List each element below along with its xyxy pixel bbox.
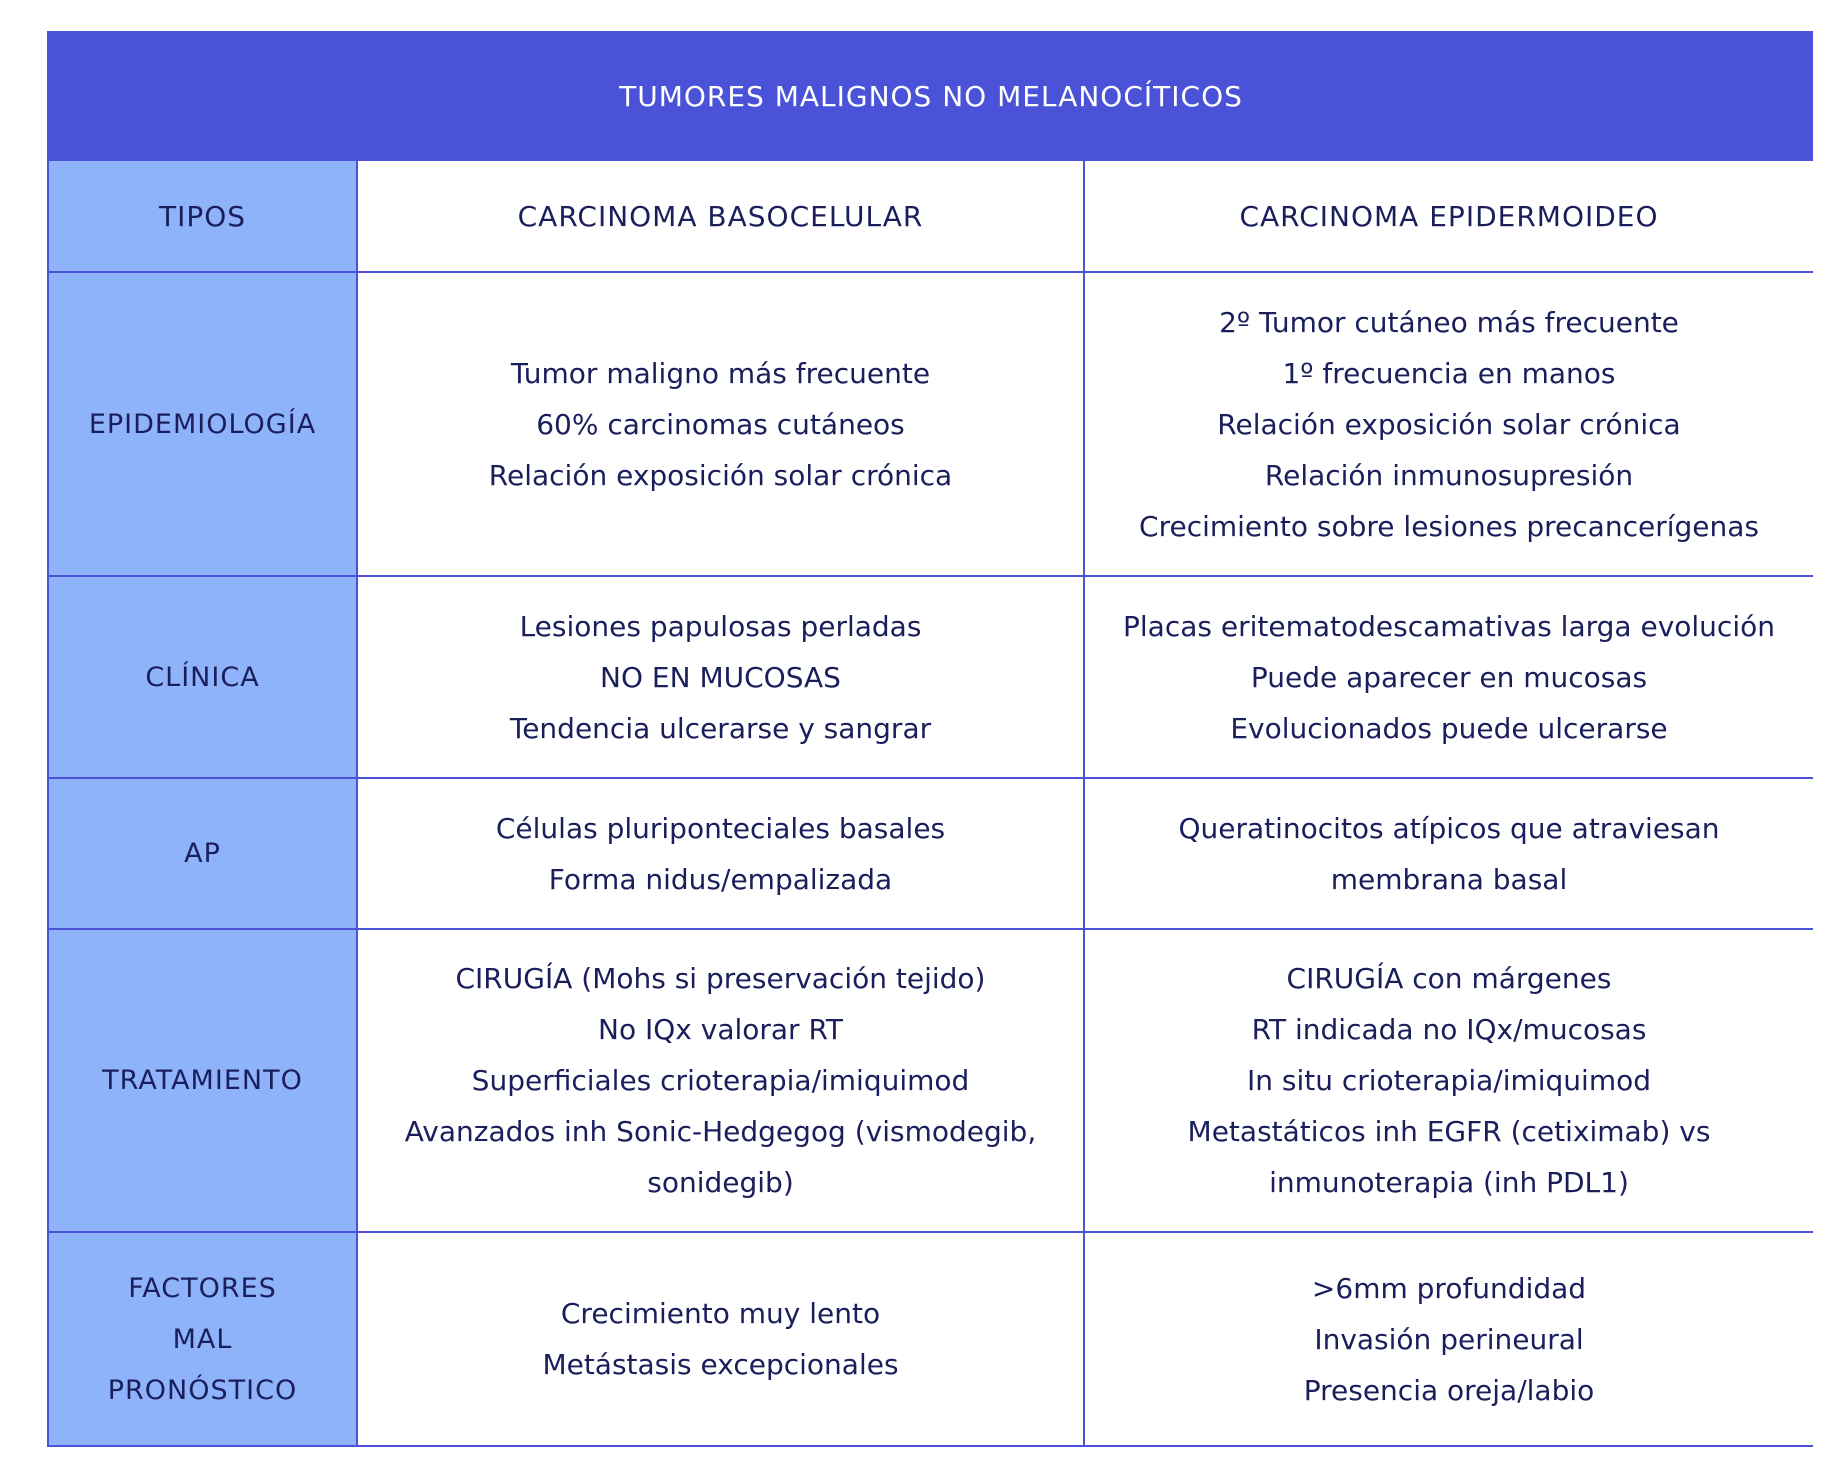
row-label-tratamiento (49, 928, 356, 1231)
epidemiologia-epidermoideo (1085, 271, 1813, 575)
cell-line: NO EN MUCOSAS (600, 660, 841, 694)
header-col1-cell (356, 159, 1085, 271)
header-col2-cell (1085, 159, 1813, 271)
row-label-line: TRATAMIENTO (102, 1065, 303, 1096)
cell-line: Relación exposición solar crónica (1217, 407, 1681, 441)
row-label-line: EPIDEMIOLOGÍA (88, 408, 317, 440)
cell-line: inmunoterapia (inh PDL1) (1269, 1166, 1629, 1199)
cell-line: 1º frecuencia en manos (1282, 356, 1616, 390)
tratamiento-basocelular (356, 928, 1085, 1231)
cell-line: Tendencia ulcerarse y sangrar (509, 711, 932, 745)
row-label-ap (49, 777, 356, 928)
header-label: TIPOS (158, 199, 247, 233)
cell-line: Evolucionados puede ulcerarse (1230, 711, 1668, 745)
cell-line: In situ crioterapia/imiquimod (1246, 1064, 1652, 1097)
cell-line: >6mm profundidad (1311, 1271, 1587, 1305)
row-label-factores-mal-pronostico (49, 1231, 356, 1445)
cell-line: Invasión perineural (1314, 1322, 1584, 1356)
cell-line: Tumor maligno más frecuente (510, 356, 931, 390)
cell-line: sonidegib) (647, 1166, 794, 1199)
cell-line: Relación exposición solar crónica (488, 458, 953, 492)
row-label-line: MAL (172, 1323, 233, 1355)
cell-line: Puede aparecer en mucosas (1250, 660, 1648, 694)
ap-basocelular (356, 777, 1085, 928)
cell-line: Superficiales crioterapia/imiquimod (471, 1064, 970, 1097)
cell-line: CIRUGÍA con márgenes (1286, 962, 1612, 995)
cell-line: Relación inmunosupresión (1264, 458, 1634, 492)
pronostico-epidermoideo (1085, 1231, 1813, 1445)
row-label-line: AP (184, 838, 221, 869)
table-title: TUMORES MALIGNOS NO MELANOCÍTICOS (49, 33, 1813, 159)
cell-line: Queratinocitos atípicos que atraviesan (1178, 811, 1720, 845)
cell-line: Metastáticos inh EGFR (cetiximab) vs (1187, 1115, 1711, 1148)
row-label-epidemiologia (49, 271, 356, 575)
tratamiento-epidermoideo (1085, 928, 1813, 1231)
row-label-line: FACTORES (128, 1272, 277, 1304)
cell-line: CIRUGÍA (Mohs si preservación tejido) (455, 962, 986, 995)
cell-line: Presencia oreja/labio (1303, 1373, 1595, 1407)
cell-line: membrana basal (1330, 862, 1568, 896)
cell-line: Forma nidus/empalizada (548, 862, 893, 896)
tumors-table (47, 31, 1813, 1447)
clinica-epidermoideo (1085, 575, 1813, 777)
cell-line: Metástasis excepcionales (542, 1348, 899, 1381)
cell-line: Crecimiento sobre lesiones precancerígenas (1139, 509, 1759, 543)
cell-line: Placas eritematodescamativas larga evolución (1123, 609, 1775, 643)
ap-epidermoideo (1085, 777, 1813, 928)
header-label-cell (49, 159, 356, 271)
row-label-line: CLÍNICA (145, 661, 260, 693)
header-basocelular: CARCINOMA BASOCELULAR (517, 199, 924, 233)
cell-line: No IQx valorar RT (598, 1013, 843, 1046)
pronostico-basocelular (356, 1231, 1085, 1445)
row-label-line: PRONÓSTICO (107, 1374, 298, 1406)
cell-line: Células pluriponteciales basales (495, 811, 946, 845)
epidemiologia-basocelular (356, 271, 1085, 575)
row-label-clinica (49, 575, 356, 777)
cell-line: 2º Tumor cutáneo más frecuente (1219, 305, 1679, 339)
cell-line: 60% carcinomas cutáneos (536, 407, 905, 441)
cell-line: Avanzados inh Sonic-Hedgegog (vismodegib, (404, 1115, 1037, 1148)
cell-line: RT indicada no IQx/mucosas (1251, 1013, 1647, 1046)
header-epidermoideo: CARCINOMA EPIDERMOIDEO (1239, 199, 1659, 233)
cell-line: Lesiones papulosas perladas (519, 609, 922, 643)
clinica-basocelular (356, 575, 1085, 777)
cell-line: Crecimiento muy lento (560, 1297, 881, 1330)
